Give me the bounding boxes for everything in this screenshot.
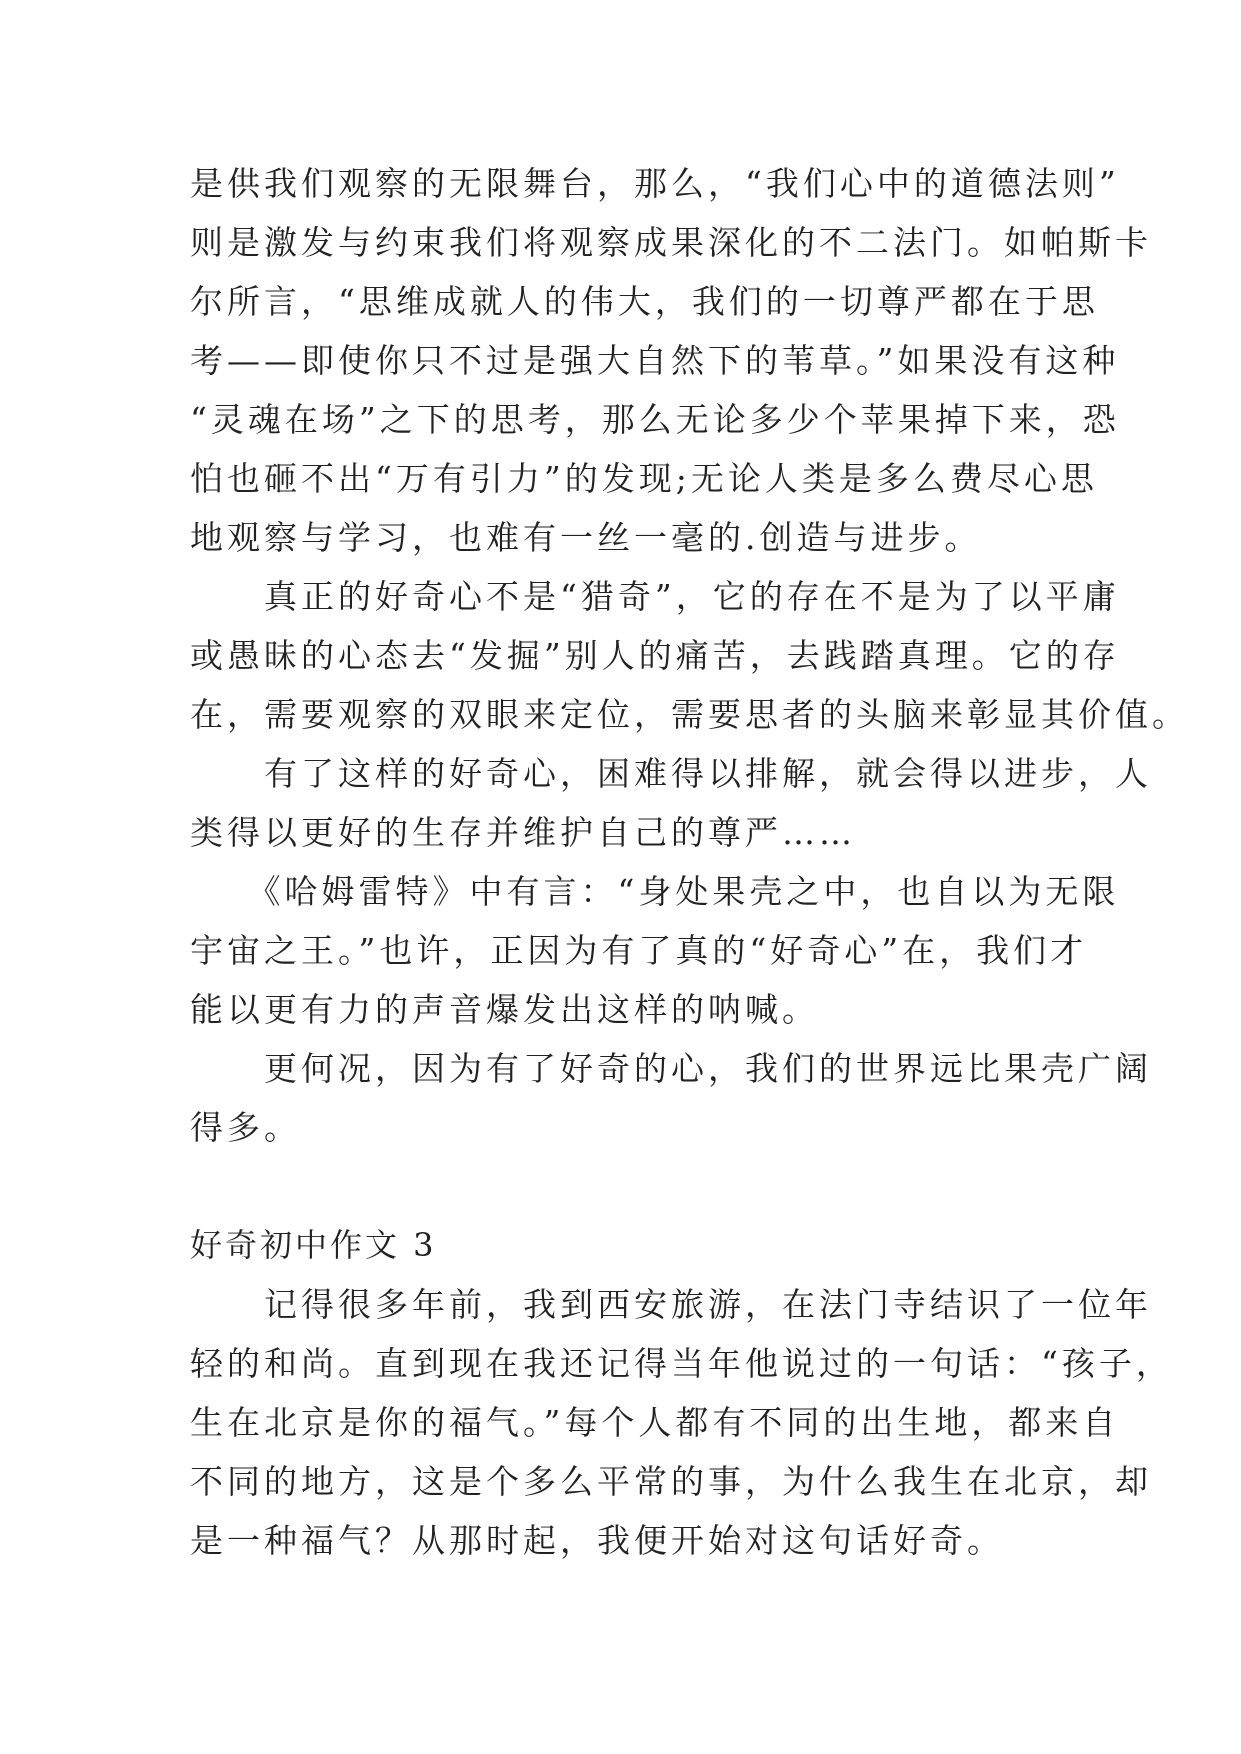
section-title: 好奇初中作文 3 [190,1226,437,1264]
text-line: 是一种福气？从那时起，我便开始对这句话好奇。 [190,1521,1004,1560]
text-line: 更何况，因为有了好奇的心，我们的世界远比果壳广阔 [190,1049,1152,1088]
paragraph [190,567,1189,744]
paragraph [190,154,1152,567]
text-line: 有了这样的好奇心，困难得以排解，就会得以进步，人 [190,754,1152,793]
text-line: 能以更有力的声音爆发出这样的呐喊。 [190,990,819,1029]
text-line: 尔所言，“思维成就人的伟大，我们的一切尊严都在于思 [190,282,1099,321]
text-line: 真正的好奇心不是“猎奇”，它的存在不是为了以平庸 [190,577,1120,616]
paragraph [190,1275,1173,1570]
text-line: 生在北京是你的福气。”每个人都有不同的出生地，都来自 [190,1403,1120,1442]
text-line: 或愚昧的心态去“发掘”别人的痛苦，去践踏真理。它的存 [190,636,1120,675]
text-line: “灵魂在场”之下的思考，那么无论多少个苹果掉下来，恐 [190,400,1120,439]
text-line: 轻的和尚。直到现在我还记得当年他说过的一句话：“孩子， [190,1344,1173,1383]
paragraph [190,744,1152,862]
text-line: 记得很多年前，我到西安旅游，在法门寺结识了一位年 [190,1285,1152,1324]
paragraph [190,1039,1152,1157]
text-line: 宇宙之王。”也许，正因为有了真的“好奇心”在，我们才 [190,931,1088,970]
essay-body [190,154,1189,1570]
paragraph [190,862,1120,1039]
text-line: 怕也砸不出“万有引力”的发现;无论人类是多么费尽心思 [190,459,1098,498]
text-line: 《哈姆雷特》中有言：“身处果壳之中，也自以为无限 [190,872,1120,911]
text-line: 地观察与学习，也难有一丝一毫的.创造与进步。 [190,518,982,557]
text-line: 是供我们观察的无限舞台，那么，“我们心中的道德法则” [190,164,1120,203]
text-line: 得多。 [190,1108,301,1147]
text-line: 则是激发与约束我们将观察成果深化的不二法门。如帕斯卡 [190,223,1152,262]
text-line: 考——即使你只不过是强大自然下的苇草。”如果没有这种 [190,341,1120,380]
text-line: 不同的地方，这是个多么平常的事，为什么我生在北京，却 [190,1462,1152,1501]
text-line: 在，需要观察的双眼来定位，需要思者的头脑来彰显其价值。 [190,695,1189,734]
text-line: 类得以更好的生存并维护自己的尊严…… [190,813,856,852]
